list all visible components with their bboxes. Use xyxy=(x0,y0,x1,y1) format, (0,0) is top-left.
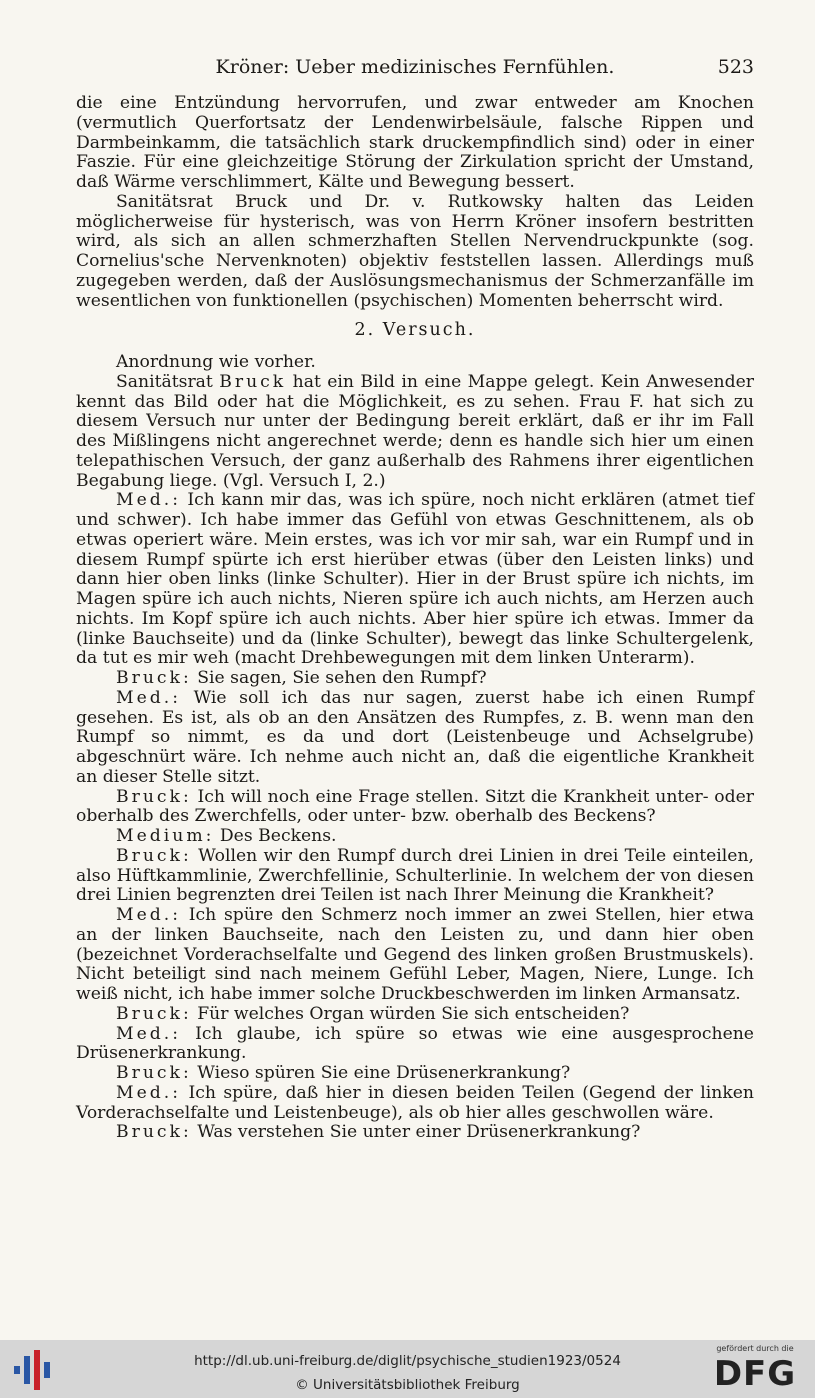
speaker-name: Med.: xyxy=(116,1082,182,1103)
dialogue-text: Ich spüre den Schmerz noch immer an zwei Stellen, hier etwa an der linken Bauchseite, nach den Leisten zu, und dann hier oben (bezeichnet Vorderachselfalte und Gegend des linken großen Brustmuskels). Nicht beteiligt sind nach meinem Gefühl Leber, Magen, Niere, Lunge. Ich weiß nicht, ich habe immer solche Druckbeschwerden im linken Armansatz. xyxy=(76,905,754,1004)
dialogue-text: Ich spüre, daß hier in diesen beiden Teilen (Gegend der linken Vorderachselfalte und Leistenbeuge), als ob hier alles geschwollen wäre. xyxy=(76,1082,754,1123)
speaker-name: Bruck: xyxy=(116,845,192,866)
dialogue-paragraph xyxy=(76,788,754,828)
copyright-notice: © Universitätsbibliothek Freiburg xyxy=(295,1377,520,1393)
dialogue-text: Wie soll ich das nur sagen, zuerst habe ich einen Rumpf gesehen. Es ist, als ob an den Ansätzen des Rumpfes, z. B. wenn man den Rumpf so nimmt, es da und dort (Leistenbeuge und Achselgrube) abgeschnürt wäre. Ich nehme auch nicht an, daß die eigentliche Krankheit an dieser Stelle sitzt. xyxy=(76,687,754,787)
paragraph: die eine Entzündung hervorrufen, und zwar entweder am Knochen (vermutlich Querfortsatz der Lendenwirbelsäule, falsche Rippen und Darmbeinkamm, die tatsächlich stark druckempfindlich sind) oder in einer Faszie. Für eine gleichzeitige Störung der Zirkulation spricht der Umstand, daß Wärme verschlimmert, Kälte und Bewegung bessert. xyxy=(76,93,754,192)
dialogue-paragraph xyxy=(76,1025,754,1065)
dialogue-text: Ich glaube, ich spüre so etwas wie eine ausgesprochene Drüsenerkrankung. xyxy=(76,1023,754,1064)
dialogue-text: Wieso spüren Sie eine Drüsenerkrankung? xyxy=(197,1063,571,1083)
speaker-name: Med.: xyxy=(116,687,182,708)
paragraph: Anordnung wie vorher. xyxy=(116,352,316,372)
speaker-name: Bruck: xyxy=(116,1003,192,1024)
dialogue-paragraph xyxy=(76,669,754,689)
funding-note: gefördert durch die xyxy=(716,1344,794,1353)
dialogue-paragraph xyxy=(76,1064,754,1084)
dialogue-text: Des Beckens. xyxy=(219,826,337,846)
dialogue-text: Wollen wir den Rumpf durch drei Linien in drei Teile einteilen, also Hüftkammlinie, Zwerchfellinie, Schulterlinie. In welchem der von diesen drei Linien begrenzten drei Teilen ist nach Ihrer Meinung die Krankheit? xyxy=(76,845,755,906)
permalink[interactable]: http://dl.ub.uni-freiburg.de/diglit/psychische_studien1923/0524 xyxy=(194,1353,621,1369)
speaker-name: Med.: xyxy=(116,1023,182,1044)
speaker-name: Bruck: xyxy=(116,668,192,688)
dialogue-text: Sie sagen, Sie sehen den Rumpf? xyxy=(197,668,487,688)
running-header xyxy=(76,56,754,84)
paragraph: Sanitätsrat Bruck und Dr. v. Rutkowsky halten das Leiden möglicherweise für hysterisch, was von Herrn Kröner insofern bestritten wird, als sich an allen schmerzhaften Stellen Nervendruckpunkte (sog. Cornelius'sche Nervenknoten) objektiv feststellen lassen. Allerdings muß zugegeben werden, daß der Auslösungsmechanismus der Schmerzanfälle im wesentlichen von funktionellen (psychischen) Momenten beherrscht wird. xyxy=(76,191,754,311)
dialogue-text: Ich will noch eine Frage stellen. Sitzt die Krankheit unter- oder oberhalb des Zwerchfells, oder unter- bzw. oberhalb des Beckens? xyxy=(76,786,754,827)
page-number: 523 xyxy=(717,56,754,78)
section-heading: 2. Versuch. xyxy=(354,320,476,341)
dialogue-text: Für welches Organ würden Sie sich entscheiden? xyxy=(197,1003,630,1024)
speaker-title: Sanitätsrat xyxy=(116,371,213,392)
dialogue-paragraph xyxy=(76,1084,754,1124)
dialogue-paragraph xyxy=(76,491,754,669)
speaker-name: Bruck: xyxy=(116,1063,192,1083)
dialogue-text: Ich kann mir das, was ich spüre, noch nicht erklären (atmet tief und schwer). Ich habe immer das Gefühl von etwas Geschnittenem, als ob etwas operiert wäre. Mein erstes, was ich vor mir sah, war ein Rumpf und in diesem Rumpf spürte ich erst hierüber etwas (über den Leisten links) und dann hier oben links (linke Schulter). Hier in der Brust spüre ich nichts, im Magen spüre ich auch nichts, Nieren spüre ich auch nichts, am Herzen auch nichts. Im Kopf spüre ich auch nichts. Aber hier spüre ich etwas. Immer da (linke Bauchseite) und da (linke Schulter), bewegt das linke Schultergelenk, da tut es mir weh (macht Drehbewegungen mit dem linken Unterarm). xyxy=(76,490,754,669)
dfg-logo: DFG xyxy=(713,1354,797,1394)
dialogue-paragraph xyxy=(76,373,754,492)
speaker-name: Bruck: xyxy=(116,1122,192,1143)
dialogue-paragraph xyxy=(76,689,754,788)
running-title: Kröner: Ueber medizinisches Fernfühlen. xyxy=(215,56,615,78)
article-body xyxy=(76,94,754,1143)
speaker-name: Bruck xyxy=(219,371,287,392)
speaker-name: Bruck: xyxy=(116,786,192,807)
dialogue-paragraph xyxy=(76,1123,754,1143)
speaker-name: Medium: xyxy=(116,826,215,846)
dialogue-paragraph xyxy=(76,827,754,847)
viewer-footer xyxy=(0,1340,815,1398)
dialogue-text: Was verstehen Sie unter einer Drüsenerkrankung? xyxy=(197,1122,641,1143)
speaker-name: Med.: xyxy=(116,490,182,511)
dialogue-paragraph xyxy=(76,847,754,906)
speaker-name: Med.: xyxy=(116,905,182,925)
dialogue-paragraph xyxy=(76,906,754,1005)
dialogue-text: hat ein Bild in eine Mappe gelegt. Kein Anwesender kennt das Bild oder hat die Möglichkeit, es zu sehen. Frau F. hat sich zu diesem Versuch nur unter der Bedingung bereit erklärt, daß er ihr im Fall des Mißlingens nicht angerechnet werde; denn es handle sich hier um einen telepathischen Versuch, der ganz außerhalb des Rahmens ihrer eigentlichen Begabung liege. (Vgl. Versuch I, 2.) xyxy=(76,371,755,491)
dialogue-paragraph xyxy=(76,1005,754,1025)
